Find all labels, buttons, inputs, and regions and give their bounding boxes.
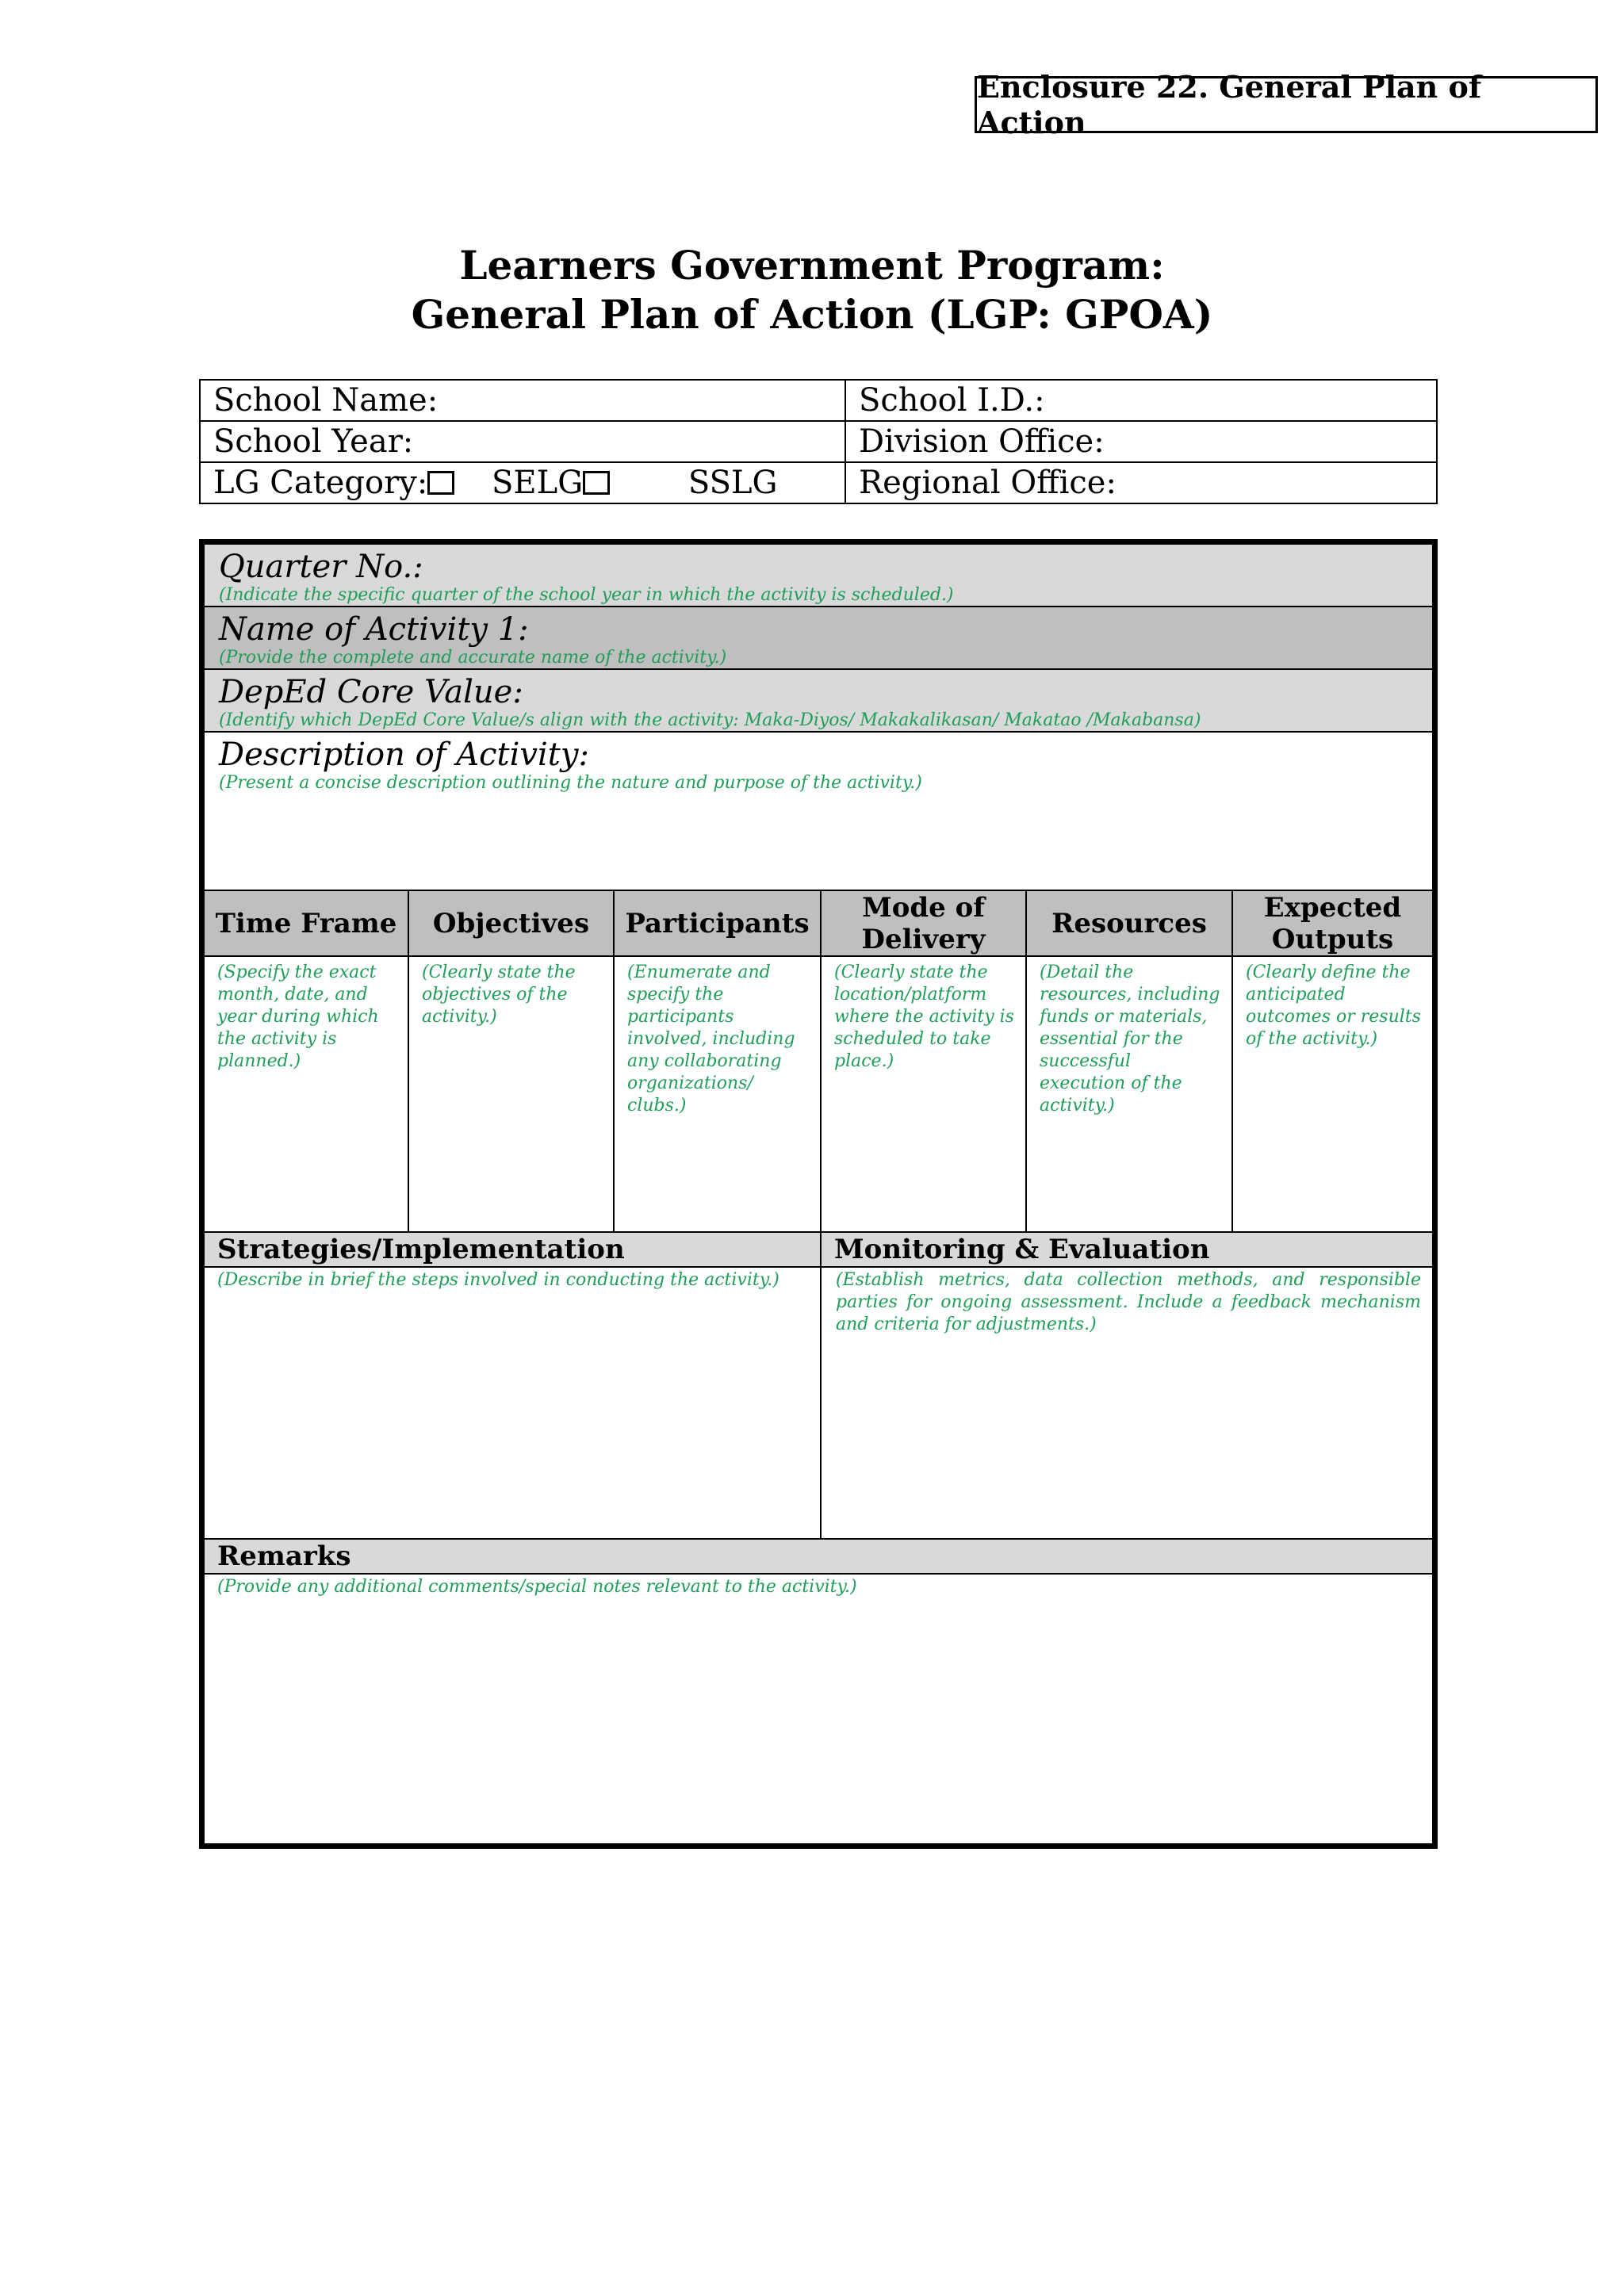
description-hint: (Present a concise description outlining the nature and purpose of the activity.) — [219, 773, 922, 793]
monitoring-hint: (Establish metrics, data collection methods, and responsible parties for ongoing assessment. Include a feedback mechanism and criteria for adjustments.) — [836, 1270, 1421, 1334]
quarter-hint: (Indicate the specific quarter of the school year in which the activity is scheduled.) — [219, 585, 954, 605]
time-frame-hint: (Specify the exact month, date, and year during which the activity is planned.) — [217, 962, 379, 1071]
sslg-label: SSLG — [688, 465, 778, 501]
participants-hint: (Enumerate and specify the participants involved, including any collaborating organizations/ clubs.) — [627, 962, 795, 1115]
col-header-time-frame: Time Frame — [205, 891, 409, 957]
activity-name-hint: (Provide the complete and accurate name of the activity.) — [219, 648, 727, 668]
monitoring-header: Monitoring & Evaluation — [822, 1233, 1432, 1268]
col-cell-expected-outputs[interactable] — [1233, 957, 1432, 1233]
sslg-checkbox[interactable] — [583, 471, 610, 495]
col-header-resources: Resources — [1027, 891, 1233, 957]
description-section[interactable] — [205, 733, 1432, 891]
school-id-field[interactable]: School I.D.: — [845, 380, 1437, 421]
description-label: Description of Activity: — [219, 737, 589, 773]
division-office-field[interactable]: Division Office: — [845, 421, 1437, 462]
activity-name-label: Name of Activity 1: — [219, 611, 529, 648]
col-cell-resources[interactable] — [1027, 957, 1233, 1233]
quarter-section[interactable] — [205, 545, 1432, 607]
remarks-header: Remarks — [205, 1540, 1432, 1575]
activity-name-section[interactable] — [205, 607, 1432, 670]
objectives-hint: (Clearly state the objectives of the activity.) — [422, 962, 576, 1027]
monitoring-cell[interactable] — [822, 1268, 1432, 1540]
lg-category-label: LG Category: — [213, 465, 428, 501]
col-cell-time-frame[interactable] — [205, 957, 409, 1233]
page-title-line1: Learners Government Program: — [459, 242, 1165, 289]
school-info-table — [199, 379, 1438, 504]
col-cell-participants[interactable] — [615, 957, 822, 1233]
selg-checkbox[interactable] — [427, 471, 454, 495]
mode-of-delivery-hint: (Clearly state the location/platform where the activity is scheduled to take place.) — [834, 962, 1014, 1071]
selg-label: SELG — [492, 465, 584, 501]
lg-category-field — [200, 462, 845, 503]
core-value-section[interactable] — [205, 670, 1432, 733]
strategies-header: Strategies/Implementation — [205, 1233, 822, 1268]
resources-hint: (Detail the resources, including funds or materials, essential for the successful execution of the activity.) — [1040, 962, 1220, 1115]
col-cell-mode-of-delivery[interactable] — [822, 957, 1027, 1233]
school-name-field[interactable]: School Name: — [200, 380, 845, 421]
quarter-label: Quarter No.: — [219, 549, 423, 585]
school-year-field[interactable]: School Year: — [200, 421, 845, 462]
col-cell-objectives[interactable] — [409, 957, 615, 1233]
col-header-participants: Participants — [615, 891, 822, 957]
core-value-label: DepEd Core Value: — [219, 674, 523, 710]
strategies-hint: (Describe in brief the steps involved in conducting the activity.) — [217, 1270, 779, 1290]
enclosure-label: Enclosure 22. General Plan of Action — [975, 76, 1598, 133]
expected-outputs-hint: (Clearly define the anticipated outcomes or results of the activity.) — [1246, 962, 1421, 1049]
strategies-cell[interactable] — [205, 1268, 822, 1540]
plan-of-action-form — [199, 539, 1438, 1849]
col-header-expected-outputs: Expected Outputs — [1233, 891, 1432, 957]
page-title-line2: General Plan of Action (LGP: GPOA) — [411, 291, 1213, 338]
col-header-objectives: Objectives — [409, 891, 615, 957]
regional-office-field[interactable]: Regional Office: — [845, 462, 1437, 503]
remarks-hint: (Provide any additional comments/special notes relevant to the activity.) — [217, 1577, 857, 1597]
col-header-mode-of-delivery: Mode of Delivery — [822, 891, 1027, 957]
remarks-cell[interactable] — [205, 1575, 1432, 1844]
core-value-hint: (Identify which DepEd Core Value/s align with the activity: Maka-Diyos/ Makakalikasan/ Makatao /Makabansa) — [219, 710, 1201, 730]
